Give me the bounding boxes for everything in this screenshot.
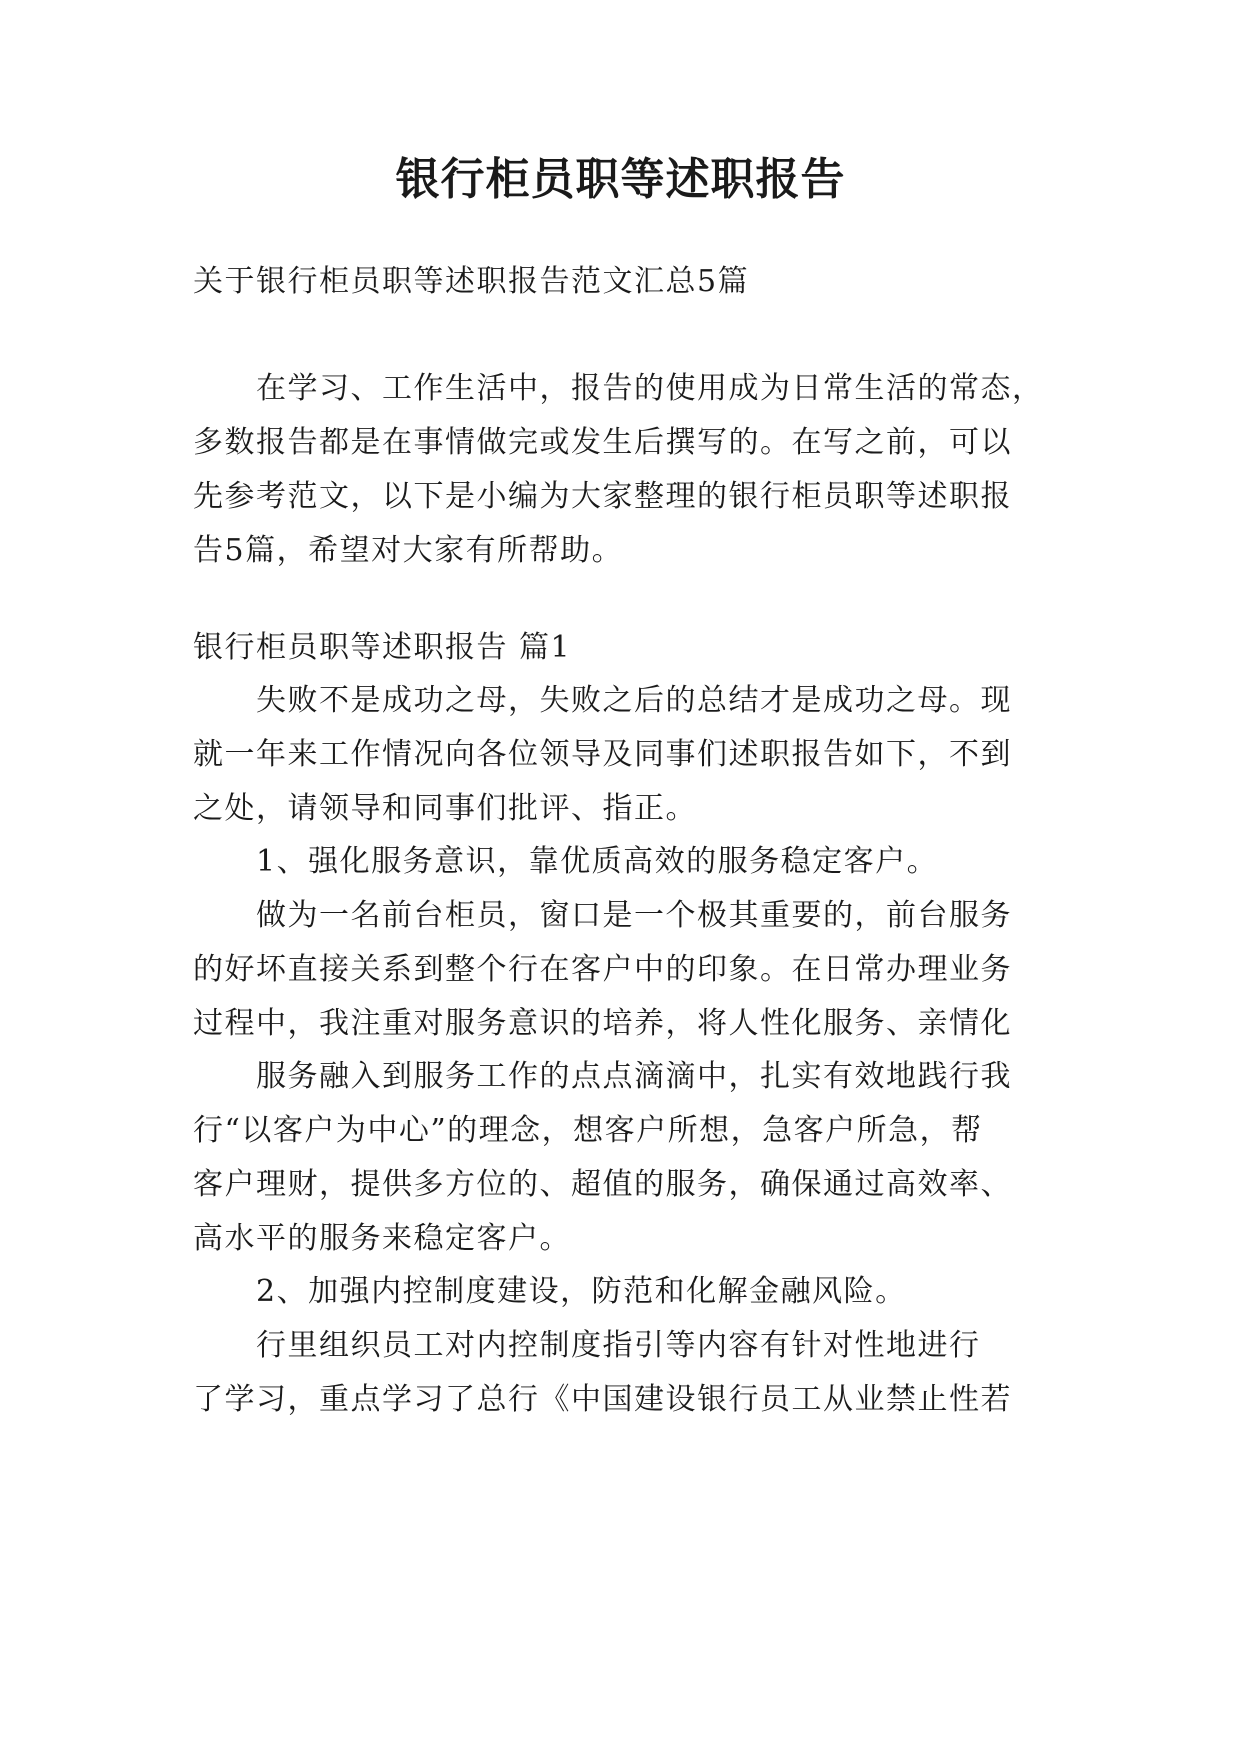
intro-line: 多数报告都是在事情做完或发生后撰写的。在写之前，可以 bbox=[193, 425, 1012, 460]
body-line: 1、强化服务意识，靠优质高效的服务稳定客户。 bbox=[256, 844, 939, 879]
body-line: 了学习，重点学习了总行《中国建设银行员工从业禁止性若 bbox=[193, 1382, 1012, 1417]
body-line: 就一年来工作情况向各位领导及同事们述职报告如下，不到 bbox=[193, 737, 1012, 772]
intro-line: 在学习、工作生活中，报告的使用成为日常生活的常态， bbox=[256, 371, 1044, 406]
body-line: 客户理财，提供多方位的、超值的服务，确保通过高效率、 bbox=[193, 1167, 1012, 1202]
body-line: 做为一名前台柜员，窗口是一个极其重要的，前台服务 bbox=[256, 898, 1012, 933]
body-line: 之处，请领导和同事们批评、指正。 bbox=[193, 791, 697, 826]
body-line: 行里组织员工对内控制度指引等内容有针对性地进行 bbox=[256, 1328, 981, 1363]
body-line: 2、加强内控制度建设，防范和化解金融风险。 bbox=[256, 1274, 907, 1309]
body-line: 失败不是成功之母，失败之后的总结才是成功之母。现 bbox=[256, 683, 1012, 718]
body-line: 的好坏直接关系到整个行在客户中的印象。在日常办理业务 bbox=[193, 952, 1012, 987]
section-heading: 银行柜员职等述职报告 篇1 bbox=[193, 630, 572, 665]
body-line: 高水平的服务来稳定客户。 bbox=[193, 1221, 571, 1256]
intro-line: 告5篇，希望对大家有所帮助。 bbox=[193, 533, 624, 568]
document-subtitle: 关于银行柜员职等述职报告范文汇总5篇 bbox=[193, 264, 750, 299]
body-line: 行“以客户为中心”的理念，想客户所想，急客户所急，帮 bbox=[193, 1113, 983, 1148]
body-line: 过程中，我注重对服务意识的培养，将人性化服务、亲情化 bbox=[193, 1006, 1012, 1041]
intro-line: 先参考范文，以下是小编为大家整理的银行柜员职等述职报 bbox=[193, 479, 1012, 514]
document-title: 银行柜员职等述职报告 bbox=[395, 154, 846, 205]
body-line: 服务融入到服务工作的点点滴滴中，扎实有效地践行我 bbox=[256, 1059, 1012, 1094]
